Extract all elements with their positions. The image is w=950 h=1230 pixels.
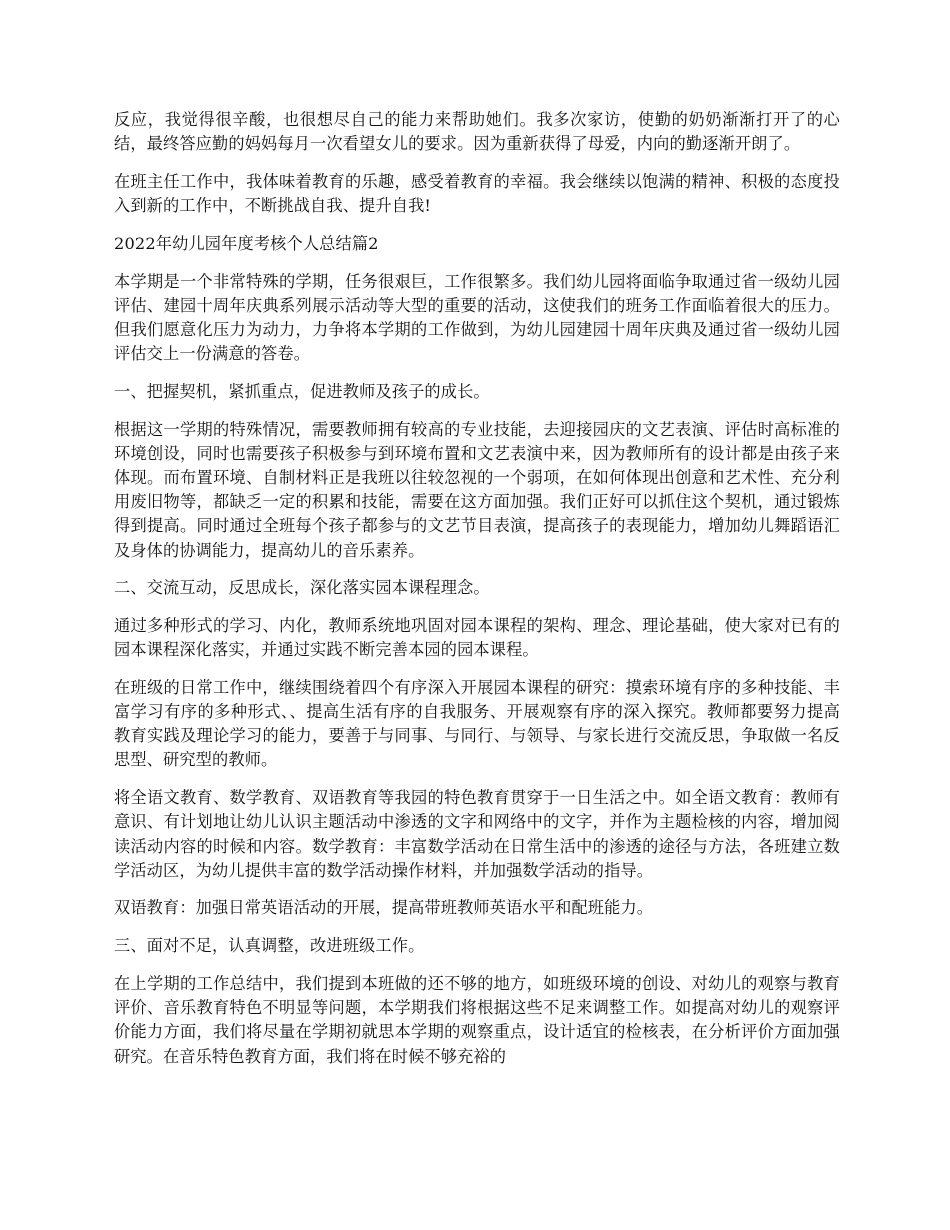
heading-point-two: 二、交流互动，反思成长，深化落实园本课程理念。	[114, 578, 490, 598]
paragraph-daily-work: 在班级的日常工作中，继续围绕着四个有序深入开展园本课程的研究：摸索环境有序的多种技能、丰富学习有序的多种形式、、提高生活有序的自我服务、开展观察有序的深入探究。教师都要努力提高教育实践及理论学习的能力，要善于与同事、与同行、与领导、与家长进行交流反思，争取做一名反思型、研究型的教师。	[114, 677, 840, 770]
paragraph-semester-intro: 本学期是一个非常特殊的学期，任务很艰巨，工作很繁多。我们幼儿园将面临争取通过省一级幼儿园评估、建园十周年庆典系列展示活动等大型的重要的活动，这使我们的班务工作面临着很大的压力。但我们愿意化压力为动力，力争将本学期的工作做到，为幼儿园建园十周年庆典及通过省一级幼儿园评估交上一份满意的答卷。	[114, 271, 840, 364]
heading-point-three: 三、面对不足，认真调整，改进班级工作。	[114, 936, 425, 956]
paragraph-bilingual: 双语教育：加强日常英语活动的开展，提高带班教师英语水平和配班能力。	[114, 898, 654, 918]
paragraph-teacher-happiness: 在班主任工作中，我体味着教育的乐趣，感受着教育的幸福。我会继续以饱满的精神、积极的态度投入到新的工作中，不断挑战自我、提升自我!	[114, 171, 840, 216]
paragraph-improvements: 在上学期的工作总结中，我们提到本班做的还不够的地方，如班级环境的创设、对幼儿的观察与教育评价、音乐教育特色不明显等问题，本学期我们将根据这些不足来调整工作。如提高对幼儿的观察评价能力方面，我们将尽量在学期初就思本学期的观察重点，设计适宜的检核表，在分析评价方面加强研究。在音乐特色教育方面，我们将在时候不够充裕的	[114, 973, 840, 1066]
paragraph-point-one: 根据这一学期的特殊情况，需要教师拥有较高的专业技能，去迎接园庆的文艺表演、评估时高标准的环境创设，同时也需要孩子积极参与到环境布置和文艺表演中来，因为教师所有的设计都是由孩子来体现。而布置环境、自制材料正是我班以往较忽视的一个弱项，在如何体现出创意和艺术性、充分利用废旧物等，都缺乏一定的积累和技能，需要在这方面加强。我们正好可以抓住这个契机，通过锻炼得到提高。同时通过全班每个孩子都参与的文艺节目表演，提高孩子的表现能力，增加幼儿舞蹈语汇及身体的协调能力，提高幼儿的音乐素养。	[114, 419, 840, 560]
document-body	[114, 108, 840, 1082]
paragraph-special-education: 将全语文教育、数学教育、双语教育等我园的特色教育贯穿于一日生活之中。如全语文教育：教师有意识、有计划地让幼儿认识主题活动中渗透的文字和网络中的文字，并作为主题检核的内容，增加阅读活动内容的时候和内容。数学教育：丰富数学活动在日常生活中的渗透的途径与方法，各班建立数学活动区，为幼儿提供丰富的数学活动操作材料，并加强数学活动的指导。	[114, 788, 840, 880]
heading-point-one: 一、把握契机，紧抓重点，促进教师及孩子的成长。	[114, 381, 490, 401]
paragraph-family-visit: 反应，我觉得很辛酸，也很想尽自己的能力来帮助她们。我多次家访，使勤的奶奶渐渐打开了的心结，最终答应勤的妈妈每月一次看望女儿的要求。因为重新获得了母爱，内向的勤逐渐开朗了。	[114, 110, 840, 154]
paragraph-curriculum-study: 通过多种形式的学习、内化，教师系统地巩固对园本课程的架构、理念、理论基础，使大家对已有的园本课程深化落实，并通过实践不断完善本园的园本课程。	[114, 615, 840, 660]
section-title: 2022年幼儿园年度考核个人总结篇2	[114, 233, 379, 253]
